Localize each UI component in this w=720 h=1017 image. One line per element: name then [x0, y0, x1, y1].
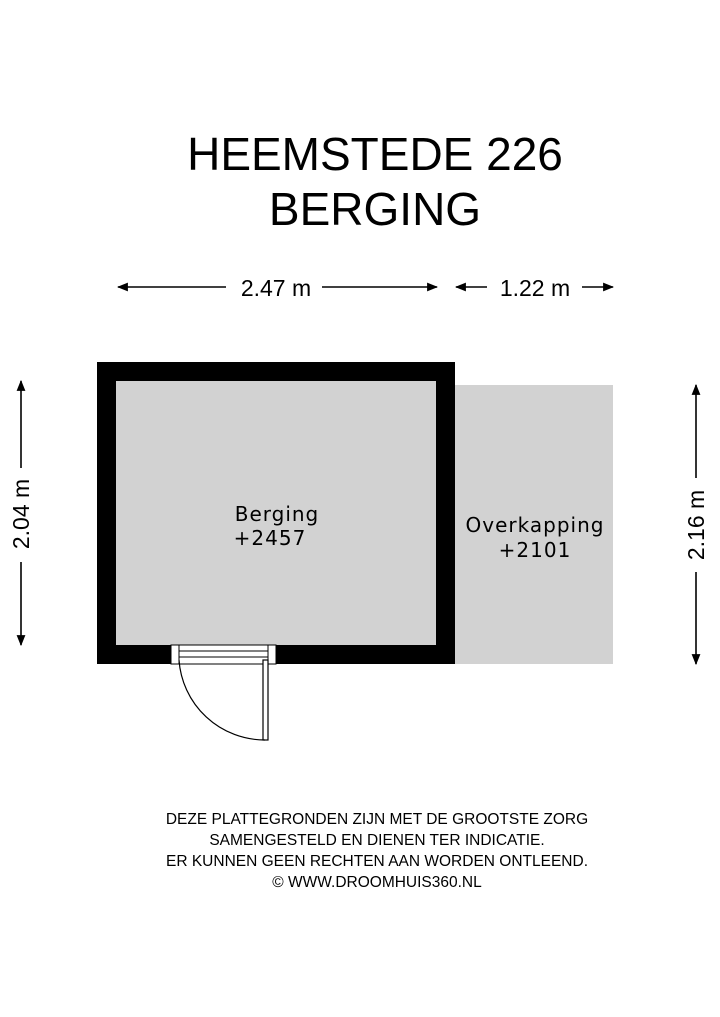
title-line-2: BERGING: [268, 183, 482, 235]
door-leaf: [263, 660, 268, 740]
wall-top: [97, 362, 455, 381]
dimension-label-height-overkapping: 2.16 m: [683, 489, 709, 561]
dimension-label-width-berging: 2.47 m: [240, 275, 312, 301]
room-name-overkapping: Overkapping: [465, 513, 605, 537]
door-frame: [171, 645, 276, 664]
disclaimer-line-3: ER KUNNEN GEEN RECHTEN AAN WORDEN ONTLEEND.: [166, 853, 588, 870]
wall-bottom-left: [97, 645, 171, 664]
dimension-label-height-berging: 2.04 m: [8, 478, 34, 550]
dimension-label-width-overkapping: 1.22 m: [499, 275, 571, 301]
wall-left: [97, 362, 116, 664]
disclaimer-line-4: © WWW.DROOMHUIS360.NL: [272, 874, 482, 891]
title-line-1: HEEMSTEDE 226: [187, 128, 563, 180]
disclaimer-line-2: SAMENGESTELD EN DIENEN TER INDICATIE.: [209, 832, 545, 849]
door: [171, 645, 276, 740]
disclaimer-line-1: DEZE PLATTEGRONDEN ZIJN MET DE GROOTSTE ZORG: [165, 811, 589, 828]
room-name-berging: Berging: [234, 502, 320, 526]
room-level-berging: +2457: [233, 526, 307, 550]
door-swing-arc: [179, 660, 265, 740]
door-jamb-left: [171, 645, 179, 664]
room-level-overkapping: +2101: [498, 538, 572, 562]
wall-right: [436, 362, 455, 664]
wall-bottom-right: [276, 645, 455, 664]
door-jamb-right: [268, 645, 276, 664]
